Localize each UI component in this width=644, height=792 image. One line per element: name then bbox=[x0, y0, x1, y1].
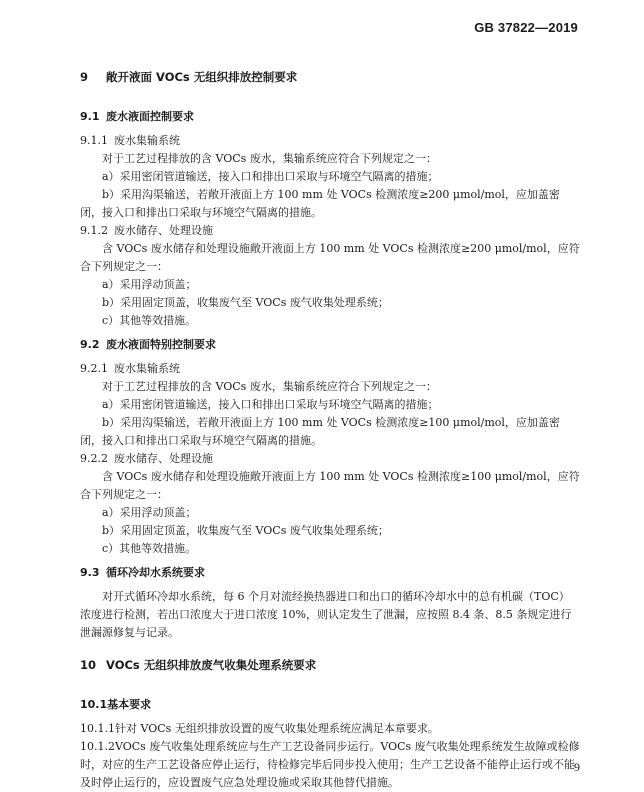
clause-10-1-2 bbox=[80, 738, 580, 792]
clause-9-2-2-item-a: a）采用浮动顶盖； bbox=[102, 506, 197, 519]
clause-10-1-1-text: 针对 VOCs 无组织排放设置的废气收集处理系统应满足本章要求。 bbox=[115, 722, 439, 735]
clause-9-1-1-title: 废水集输系统 bbox=[114, 134, 180, 147]
clause-9-2-1-item-a: a）采用密闭管道输送，接入口和排出口采取与环境空气隔离的措施； bbox=[102, 398, 439, 411]
clause-9-2-2-title: 废水储存、处理设施 bbox=[114, 452, 213, 465]
section-9-2-number: 9.2 bbox=[80, 338, 100, 351]
chapter-9-number: 9 bbox=[80, 70, 89, 84]
clause-9-1-1-item-b: b）采用沟渠输送，若敞开液面上方 100 mm 处 VOCs 检测浓度≥200 μmol/mol，应加盖密闭，接入口和排出口采取与环境空气隔离的措施。 bbox=[80, 188, 560, 219]
clause-9-2-1-intro: 对于工艺过程排放的含 VOCs 废水，集输系统应符合下列规定之一： bbox=[102, 380, 437, 393]
section-9-1-heading bbox=[80, 108, 580, 126]
section-9-3-heading bbox=[80, 564, 580, 582]
section-10-1-number: 10.1 bbox=[80, 698, 108, 711]
clause-9-1-2-item-b: b）采用固定顶盖，收集废气至 VOCs 废气收集处理系统； bbox=[102, 296, 389, 309]
clause-10-1-1 bbox=[80, 720, 580, 738]
clause-9-1-1-number: 9.1.1 bbox=[80, 134, 108, 147]
clause-9-2-1-item-b: b）采用沟渠输送，若敞开液面上方 100 mm 处 VOCs 检测浓度≥100 μmol/mol，应加盖密闭，接入口和排出口采取与环境空气隔离的措施。 bbox=[80, 416, 560, 447]
clause-9-1-2-number: 9.1.2 bbox=[80, 224, 108, 237]
chapter-9-heading bbox=[80, 68, 580, 86]
clause-9-1-2-item-a: a）采用浮动顶盖； bbox=[102, 278, 197, 291]
clause-10-1-2-text: VOCs 废气收集处理系统应与生产工艺设备同步运行。VOCs 废气收集处理系统发生故障或检修时，对应的生产工艺设备应停止运行，待检修完毕后同步投入使用；生产工艺设备不能停止运行或不能及时停止运行的，应设置废气应急处理设施或采取其他替代措施。 bbox=[80, 740, 580, 789]
clause-9-2-2-item-b: b）采用固定顶盖，收集废气至 VOCs 废气收集处理系统； bbox=[102, 524, 389, 537]
section-9-2-title: 废水液面特别控制要求 bbox=[106, 338, 216, 351]
clause-9-1-2-item-c: c）其他等效措施。 bbox=[102, 314, 197, 327]
clause-9-1-1-intro: 对于工艺过程排放的含 VOCs 废水，集输系统应符合下列规定之一： bbox=[102, 152, 437, 165]
clause-9-2-2-item-c: c）其他等效措施。 bbox=[102, 542, 197, 555]
chapter-10-heading bbox=[80, 656, 580, 674]
clause-9-1-2-title: 废水储存、处理设施 bbox=[114, 224, 213, 237]
clause-9-1-1-heading bbox=[80, 132, 580, 150]
clause-9-2-2-heading bbox=[80, 450, 580, 468]
clause-9-1-2-heading bbox=[80, 222, 580, 240]
clause-9-2-1-heading bbox=[80, 360, 580, 378]
clause-9-2-2-intro: 含 VOCs 废水储存和处理设施敞开液面上方 100 mm 处 VOCs 检测浓度≥100 μmol/mol，应符合下列规定之一： bbox=[80, 470, 580, 501]
clause-9-1-1-item-a: a）采用密闭管道输送，接入口和排出口采取与环境空气隔离的措施； bbox=[102, 170, 439, 183]
section-10-1-heading bbox=[80, 696, 580, 714]
clause-9-2-1-title: 废水集输系统 bbox=[114, 362, 180, 375]
clause-9-2-1-number: 9.2.1 bbox=[80, 362, 108, 375]
chapter-10-number: 10 bbox=[80, 658, 97, 672]
page-number: 9 bbox=[574, 760, 580, 774]
clause-10-1-1-number: 10.1.1 bbox=[80, 722, 115, 735]
section-9-3-title: 循环冷却水系统要求 bbox=[106, 566, 205, 579]
clause-9-1-2-intro: 含 VOCs 废水储存和处理设施敞开液面上方 100 mm 处 VOCs 检测浓度≥200 μmol/mol，应符合下列规定之一： bbox=[80, 242, 580, 273]
document-body bbox=[80, 68, 580, 792]
section-9-1-title: 废水液面控制要求 bbox=[106, 110, 194, 123]
clause-10-1-2-number: 10.1.2 bbox=[80, 740, 115, 753]
chapter-9-title: 敞开液面 VOCs 无组织排放控制要求 bbox=[106, 70, 298, 84]
section-9-2-heading bbox=[80, 336, 580, 354]
section-9-3-body: 对开式循环冷却水系统，每 6 个月对流经换热器进口和出口的循环冷却水中的总有机碳（TOC）浓度进行检测，若出口浓度大于进口浓度 10%，则认定发生了泄漏，应按照 8.4 条、8.5 条规定进行泄漏源修复与记录。 bbox=[80, 590, 572, 639]
section-10-1-title: 基本要求 bbox=[107, 698, 152, 711]
chapter-10-title: VOCs 无组织排放废气收集处理系统要求 bbox=[106, 658, 317, 672]
section-9-1-number: 9.1 bbox=[80, 110, 100, 123]
clause-9-2-2-number: 9.2.2 bbox=[80, 452, 108, 465]
standard-code: GB 37822—2019 bbox=[474, 20, 578, 35]
section-9-3-number: 9.3 bbox=[80, 566, 100, 579]
